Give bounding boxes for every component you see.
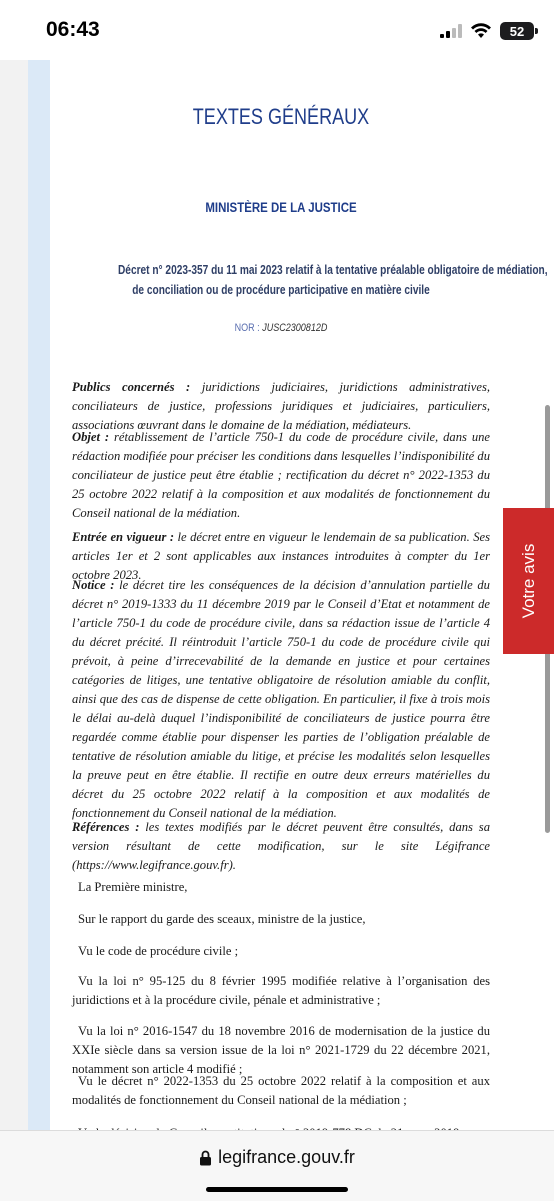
document-viewport[interactable] bbox=[0, 60, 554, 1150]
references-label: Références : bbox=[72, 820, 140, 834]
objet-text: rétablissement de l’article 750-1 du code de procédure civile, dans une rédaction modifiée pour préciser les conditions dans lesquelles l’indisponibilité du conciliateur de justice peut être établie ; rectification du décret n° 2022-1353 du 25 octobre 2022 relatif à la composition et aux modalités de fonctionnement du Conseil national de la médiation. bbox=[72, 430, 491, 520]
objet-label: Objet : bbox=[72, 430, 110, 444]
p-loi-2016-1547 bbox=[72, 1022, 490, 1079]
paragraph-text: Vu la loi n° 2016-1547 du 18 novembre 2016 de modernisation de la justice du XXIe siècle dans sa version issue de la loi n° 2021-1729 du 22 décembre 2021, notamment son article 4 modifié ; bbox=[72, 1024, 490, 1076]
references-paragraph bbox=[72, 818, 490, 875]
p-loi-95-125 bbox=[72, 972, 490, 1010]
url-text: legifrance.gouv.fr bbox=[218, 1147, 355, 1167]
paragraph-text: Vu le décret n° 2022-1353 du 25 octobre 2022 relatif à la composition et aux modalités de fonctionnement du Conseil national de la médiation ; bbox=[72, 1074, 490, 1107]
nor-label: NOR : bbox=[234, 322, 260, 334]
nor-reference bbox=[110, 322, 453, 334]
decree-title bbox=[117, 260, 548, 300]
paragraph-text: Sur le rapport du garde des sceaux, ministre de la justice, bbox=[78, 912, 366, 926]
entree-text: le décret entre en vigueur le lendemain de sa publication. Ses articles 1er et 2 sont applicables aux instances introduites à compter du 1er octobre 2023. bbox=[72, 530, 490, 582]
publics-concernes-paragraph bbox=[72, 378, 490, 435]
feedback-tab-label: Votre avis bbox=[518, 543, 538, 619]
status-bar bbox=[0, 0, 554, 60]
status-time: 06:43 bbox=[46, 18, 100, 41]
notice-label: Notice : bbox=[72, 578, 115, 592]
entree-label: Entrée en vigueur : bbox=[72, 530, 175, 544]
decree-title-line-2: de conciliation ou de procédure participative en matière civile bbox=[132, 282, 430, 297]
publics-text: juridictions judiciaires, juridictions administratives, conciliateurs de justice, professions juridiques et judiciaires, particuliers, associations œuvrant dans le domaine de la médiation, médiateurs. bbox=[72, 380, 490, 432]
nor-code: JUSC2300812D bbox=[262, 322, 328, 334]
page-margin-band bbox=[28, 60, 50, 1150]
wifi-icon bbox=[470, 23, 492, 39]
feedback-tab-button[interactable] bbox=[503, 508, 554, 654]
references-text: les textes modifiés par le décret peuvent être consultés, dans sa version résultant de cette modification, sur le site Légifrance (https://www.legifrance.gouv.fr). bbox=[72, 820, 490, 872]
battery-icon: 52 bbox=[500, 22, 534, 40]
section-title: TEXTES GÉNÉRAUX bbox=[192, 104, 370, 129]
browser-address-bar[interactable] bbox=[0, 1130, 554, 1201]
p-code-procedure bbox=[72, 942, 490, 961]
status-icons bbox=[440, 22, 534, 40]
ministry-heading: MINISTÈRE DE LA JUSTICE bbox=[205, 200, 357, 215]
publics-label: Publics concernés : bbox=[72, 380, 191, 394]
p-decret-2022-1353 bbox=[72, 1072, 490, 1110]
url-display[interactable] bbox=[0, 1147, 554, 1168]
paragraph-text: La Première ministre, bbox=[78, 880, 188, 894]
p-premiere-ministre bbox=[72, 878, 490, 897]
paragraph-text: Vu le code de procédure civile ; bbox=[78, 944, 239, 958]
decree-title-line-1: Décret n° 2023-357 du 11 mai 2023 relatif à la tentative préalable obligatoire de médiation, bbox=[117, 262, 548, 277]
paragraph-text: Vu la loi n° 95-125 du 8 février 1995 modifiée relative à l’organisation des juridictions et à la procédure civile, pénale et administrative ; bbox=[72, 974, 490, 1007]
lock-icon bbox=[199, 1150, 212, 1166]
objet-paragraph bbox=[72, 428, 490, 523]
notice-paragraph bbox=[72, 576, 490, 823]
home-indicator[interactable] bbox=[206, 1187, 348, 1192]
cellular-signal-icon bbox=[440, 24, 462, 38]
notice-text: le décret tire les conséquences de la décision d’annulation partielle du décret n° 2019-1333 du 11 décembre 2019 par le Conseil d’Etat et notamment de l’article 750-1 du code de procédure civile, dans sa rédaction issue de l’article 4 du décret précité. Il réintroduit l’article 750-1 du code de procédure civile qui prévoit, à peine d’irrecevabilité de la demande en justice et pour certaines catégories de litiges, une tentative obligatoire de résolution amiable du conflit, ainsi que des cas de dispense de cette obligation. En particulier, il fixe à trois mois le délai au-delà duquel l’indisponibilité de conciliateurs de justice pourra être regardée comme établie pour dispenser les parties de l’obligation préalable de tentative de résolution amiable du litige, et précise les modalités selon lesquelles la preuve peut en être établie. Il rectifie en outre deux erreurs matérielles du décret du 25 octobre 2022 relatif à la composition et aux modalités de fonctionnement du Conseil national de la médiation. bbox=[72, 578, 490, 820]
p-rapport bbox=[72, 910, 490, 929]
